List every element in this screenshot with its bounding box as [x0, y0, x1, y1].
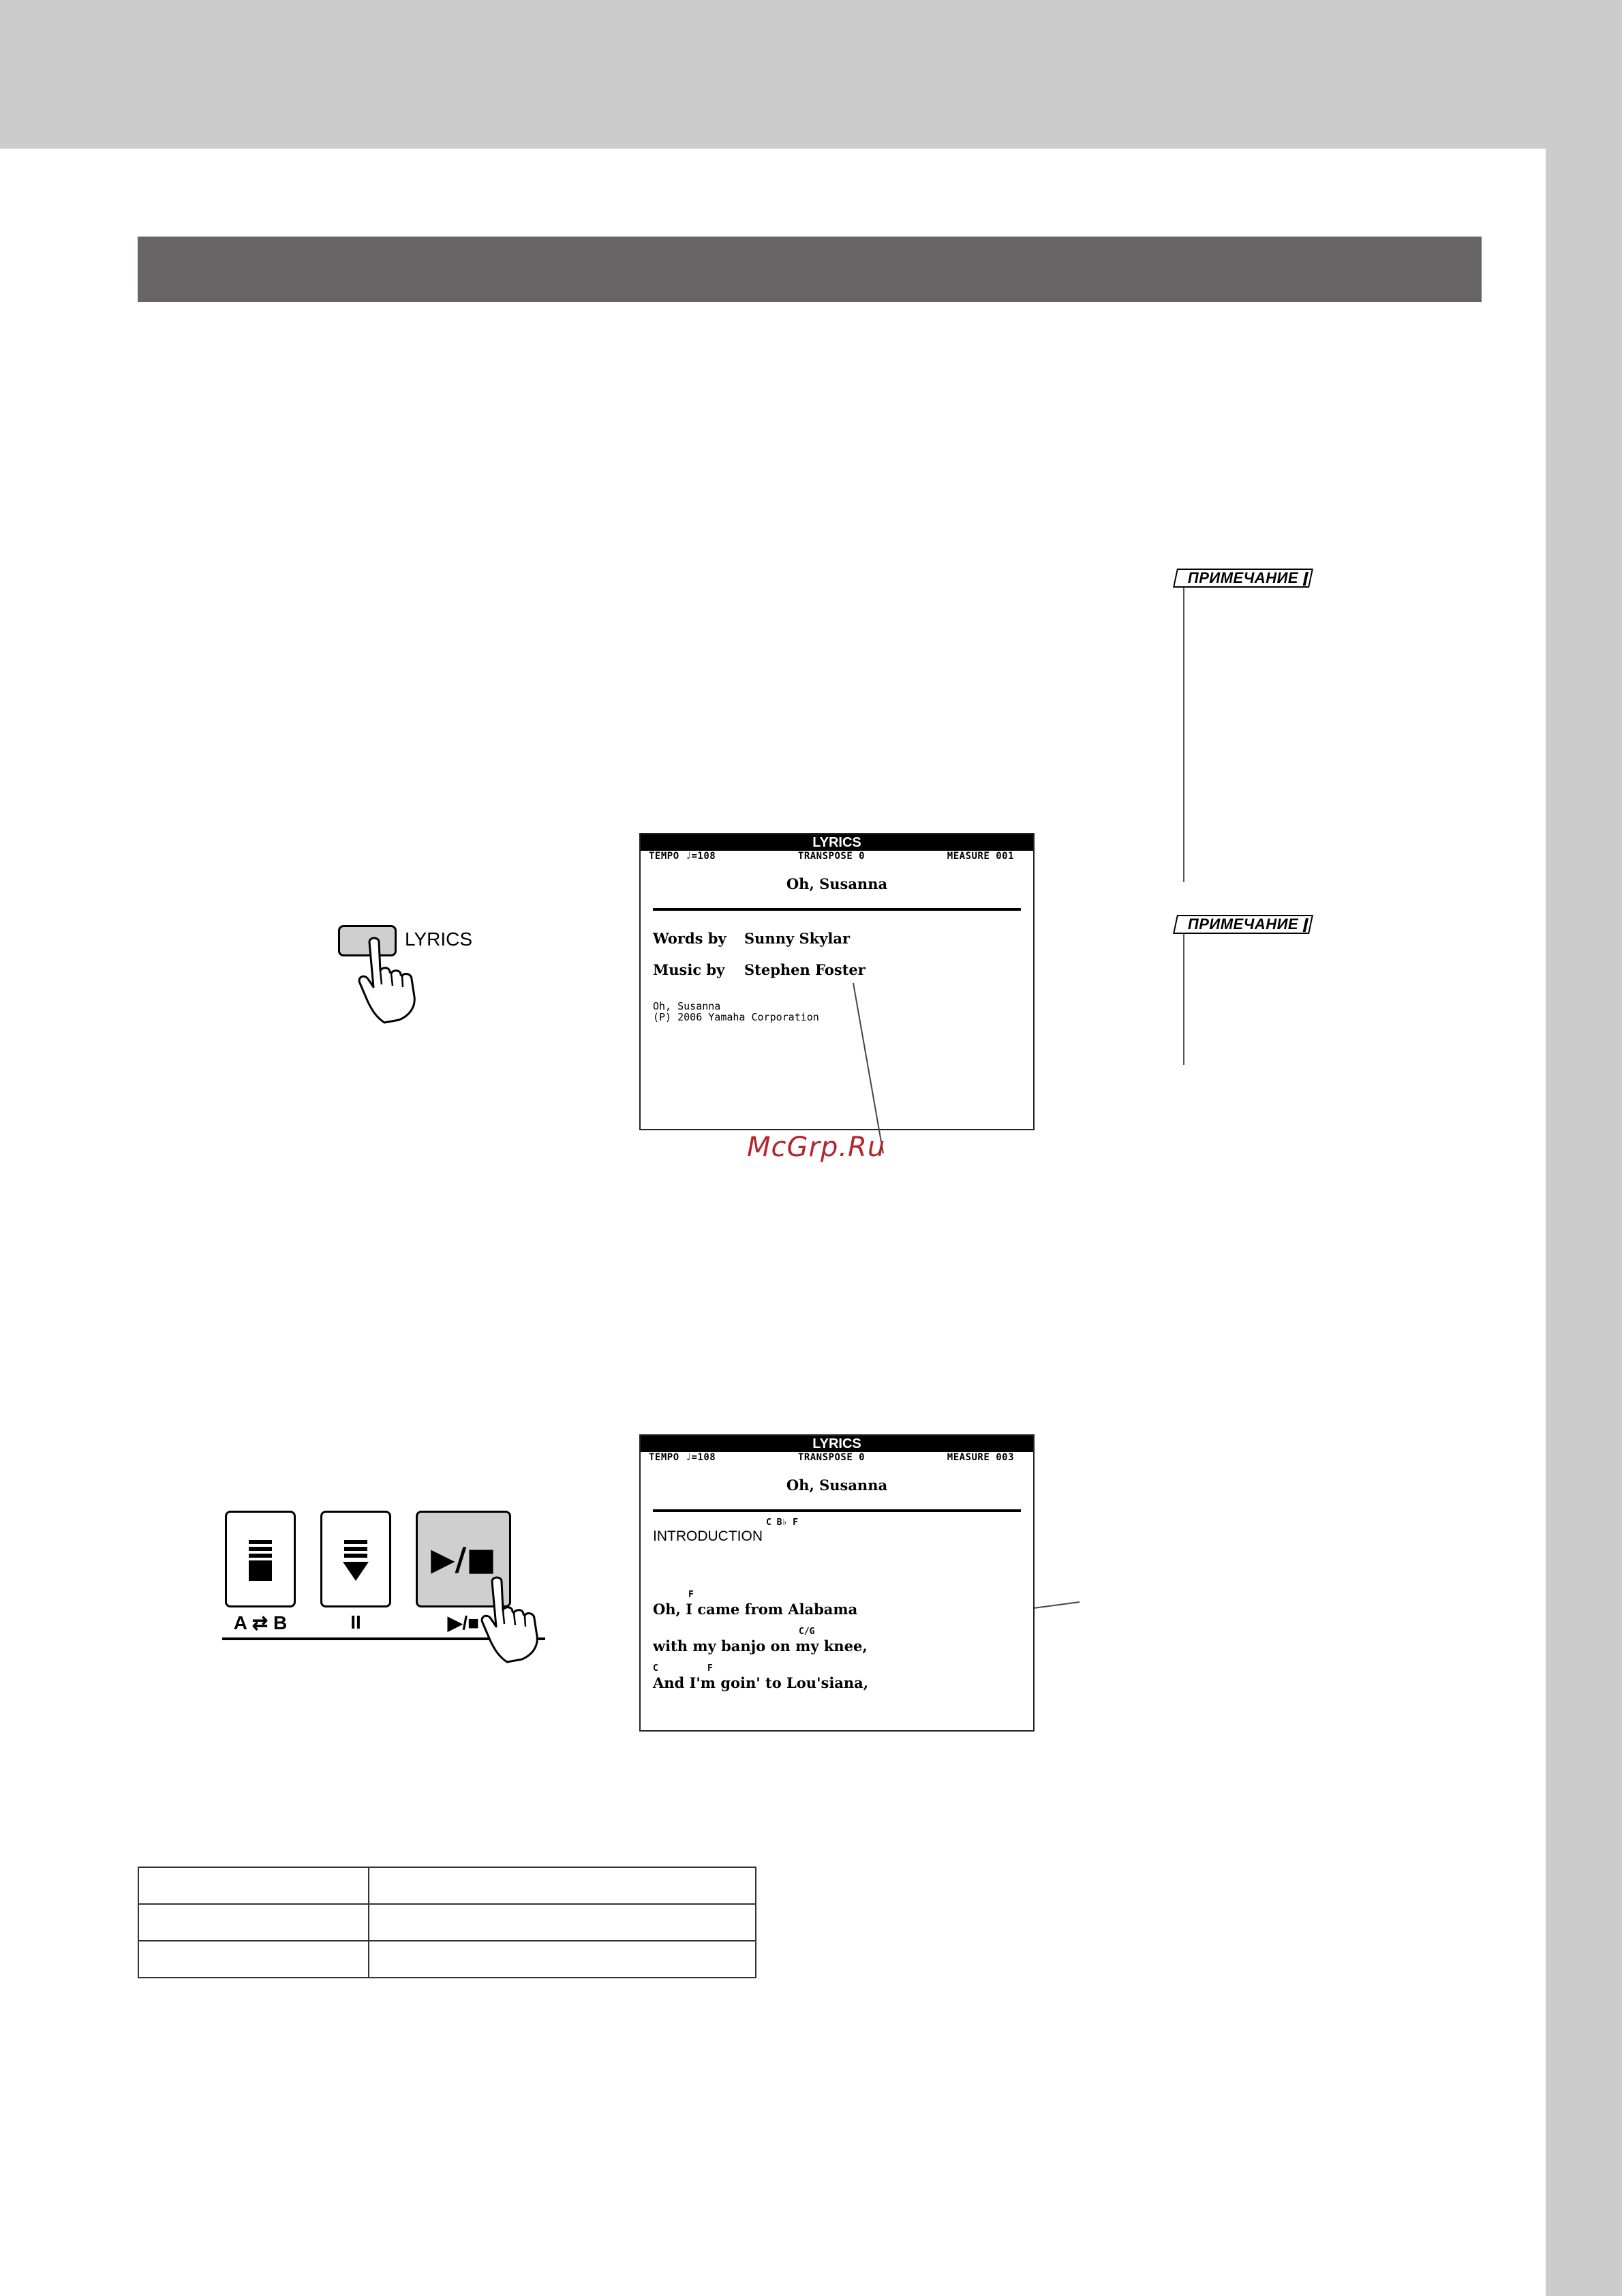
- lcd-measure: MEASURE 001: [947, 851, 1014, 862]
- lcd-chord-line-3b: F: [707, 1663, 713, 1674]
- lcd-title: LYRICS: [641, 834, 1033, 851]
- ab-repeat-label: A ⇄ B: [233, 1612, 288, 1633]
- lcd-music-label: Music by: [653, 961, 725, 978]
- lcd-lyric-line-3: And I'm goin' to Lou'siana,: [653, 1674, 869, 1691]
- lcd-chord-intro: C B♭ F: [766, 1517, 798, 1528]
- note-tag-label: ПРИМЕЧАНИЕ: [1187, 569, 1299, 586]
- table-cell: [369, 1941, 756, 1978]
- lcd-divider: [653, 1509, 1021, 1512]
- watermark: McGrp.Ru: [747, 1132, 886, 1163]
- lcd-copyright-line-1: Oh, Susanna: [653, 1000, 721, 1012]
- start-stop-icon: ▶/■: [431, 1541, 496, 1577]
- table-cell: [369, 1904, 756, 1941]
- lcd-screen-lyrics-playback: [639, 1434, 1035, 1732]
- ab-repeat-button[interactable]: [225, 1511, 296, 1607]
- table-row: [138, 1904, 756, 1941]
- pause-icon: [322, 1513, 389, 1605]
- table-cell: [138, 1867, 369, 1904]
- lcd-song-title: Oh, Susanna: [786, 875, 888, 892]
- lcd-song-title: Oh, Susanna: [786, 1477, 888, 1494]
- note-tag-label: ПРИМЕЧАНИЕ: [1187, 916, 1299, 933]
- lcd-title: LYRICS: [641, 1436, 1033, 1452]
- lcd-tempo: TEMPO ♩=108: [649, 851, 716, 862]
- lcd-words-label: Words by: [653, 930, 726, 947]
- pause-button[interactable]: [320, 1511, 391, 1607]
- lcd-status-bar: [649, 1452, 1014, 1463]
- lcd-transpose: TRANSPOSE 0: [797, 851, 866, 862]
- lcd-intro: INTRODUCTION: [653, 1528, 763, 1544]
- lcd-measure: MEASURE 003: [947, 1452, 1014, 1463]
- lcd-words-value: Sunny Skylar: [744, 930, 851, 947]
- table-cell: [138, 1941, 369, 1978]
- start-stop-label: ▶/■: [447, 1612, 480, 1633]
- table-row: [138, 1867, 756, 1904]
- lcd-tempo: TEMPO ♩=108: [649, 1452, 716, 1463]
- pause-label: II: [350, 1612, 361, 1633]
- lcd-chord-line-1: F: [688, 1590, 694, 1600]
- table-cell: [138, 1904, 369, 1941]
- ab-repeat-icon: [227, 1513, 294, 1605]
- lcd-chord-line-3a: C: [653, 1663, 658, 1674]
- table-cell: [369, 1867, 756, 1904]
- lcd-transpose: TRANSPOSE 0: [797, 1452, 866, 1463]
- lyrics-button-label: LYRICS: [405, 928, 473, 950]
- lcd-copyright-line-2: (P) 2006 Yamaha Corporation: [653, 1011, 819, 1023]
- lcd-music-value: Stephen Foster: [744, 961, 866, 978]
- lcd-lyric-line-1: Oh, I came from Alabama: [653, 1601, 858, 1618]
- lcd-lyric-line-2: with my banjo on my knee,: [653, 1637, 868, 1655]
- pressing-hand-icon: [477, 1575, 559, 1663]
- lcd-chord-line-2: C/G: [799, 1627, 815, 1637]
- info-table: [138, 1867, 756, 1978]
- table-row: [138, 1941, 756, 1978]
